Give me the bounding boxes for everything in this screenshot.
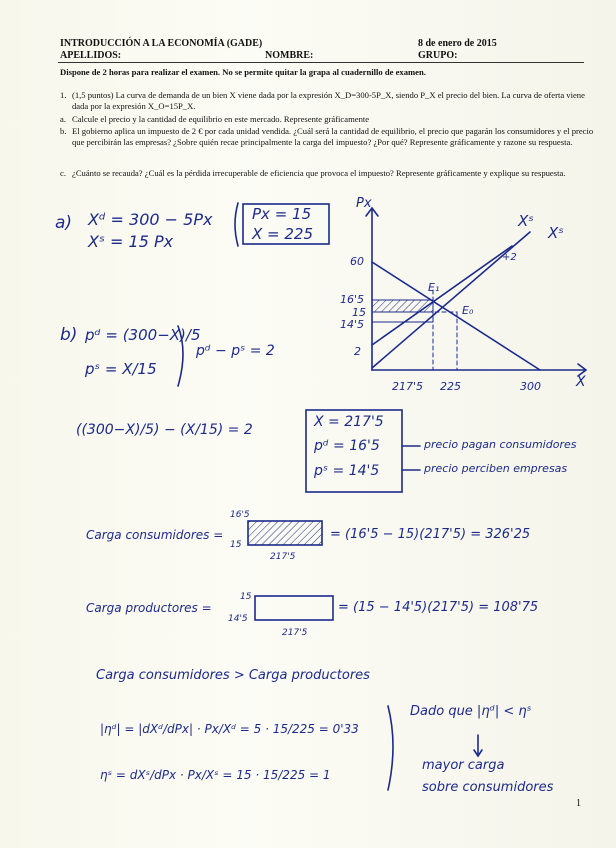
- answer-b-consumer-price: pᵈ = 16'5: [314, 438, 380, 454]
- surname-label: APELLIDOS:: [60, 50, 122, 61]
- graph-y-tick-14-5: 14'5: [340, 318, 365, 331]
- answer-b-supply-price: pˢ = X/15: [85, 360, 157, 378]
- burden-producers-top: 15: [240, 592, 252, 602]
- graph-x-tick-217-5: 217'5: [392, 380, 424, 393]
- burden-comparison: Carga consumidores > Carga productores: [96, 668, 370, 683]
- question-item-a: a. Calcule el precio y la cantidad de equilibrio en este mercado. Represente gráficamente: [60, 114, 370, 124]
- answer-a-label: a): [55, 213, 73, 233]
- question-item-c: c. ¿Cuánto se recauda? ¿Cuál es la pérdida irrecuperable de eficiencia que provoca el impuesto? Represente gráficamente y explique su respuesta.: [60, 168, 566, 178]
- graph-x-tick-225: 225: [440, 380, 461, 393]
- exam-date: 8 de enero de 2015: [418, 38, 497, 49]
- burden-producers-calc: = (15 − 14'5)(217'5) = 108'75: [338, 600, 539, 615]
- answer-a-price: Px = 15: [252, 205, 312, 223]
- elasticity-conclusion-2: mayor carga: [422, 758, 505, 773]
- elasticity-demand: |ηᵈ| = |dXᵈ/dPx| · Px/Xᵈ = 5 · 15/225 = 0'33: [100, 722, 359, 736]
- graph-y-tick-2: 2: [354, 345, 361, 358]
- graph-point-e0: E₀: [462, 304, 474, 317]
- elasticity-conclusion-1: Dado que |ηᵈ| < ηˢ: [410, 704, 532, 719]
- graph-y-tick-60: 60: [350, 255, 364, 268]
- elasticity-supply: ηˢ = dXˢ/dPx · Px/Xˢ = 15 · 15/225 = 1: [100, 768, 331, 782]
- answer-a-demand: Xᵈ = 300 − 5Px: [88, 210, 213, 229]
- graph-point-e1: E₁: [428, 281, 440, 294]
- answer-b-note-consumers: precio pagan consumidores: [424, 438, 577, 451]
- graph-supply-label-2: Xˢ: [548, 224, 564, 242]
- graph-y-axis-label: Px: [356, 196, 372, 211]
- graph-tax-label: +2: [502, 252, 517, 263]
- question-item-b: b. El gobierno aplica un impuesto de 2 € por cada unidad vendida. ¿Cuál será la cantidad de equilibrio, el precio que pagarán los consumidores y el precio que percibirán las empresas? ¿Sobre quién recae principalmente la carga del impuesto? ¿Por qué? Represente gráficamente y razone su respuesta.: [60, 126, 594, 147]
- burden-consumers-label: Carga consumidores =: [86, 528, 224, 542]
- burden-producers-label: Carga productores =: [86, 601, 212, 615]
- answer-b-system: ((300−X)/5) − (X/15) = 2: [76, 422, 253, 438]
- answer-b-note-firms: precio perciben empresas: [424, 462, 568, 475]
- graph-supply-label-1: Xˢ: [518, 212, 534, 230]
- burden-consumers-bottom: 15: [230, 540, 242, 550]
- instructions: Dispone de 2 horas para realizar el examen. No se permite quitar la grapa al cuadernillo de examen.: [60, 67, 426, 77]
- answer-b-demand-price: pᵈ = (300−X)/5: [85, 326, 201, 344]
- answer-b-producer-price: pˢ = 14'5: [314, 463, 380, 479]
- answer-a-supply: Xˢ = 15 Px: [88, 232, 174, 251]
- graph-y-tick-16-5: 16'5: [340, 293, 365, 306]
- burden-consumers-top: 16'5: [230, 510, 250, 520]
- question-intro: 1. (1,5 puntos) La curva de demanda de un bien X viene dada por la expresión X_D=300-5P_X, siendo P_X el precio del bien. La curva de oferta viene dada por la expresión X_O=15P_X.: [60, 90, 585, 111]
- burden-producers-width: 217'5: [282, 628, 308, 638]
- graph-y-tick-15: 15: [352, 306, 366, 319]
- answer-b-quantity: X = 217'5: [314, 414, 384, 430]
- burden-producers-bottom: 14'5: [228, 614, 248, 624]
- answer-b-label: b): [60, 325, 78, 345]
- answer-b-wedge: pᵈ − pˢ = 2: [196, 343, 275, 359]
- elasticity-conclusion-3: sobre consumidores: [422, 780, 554, 795]
- burden-consumers-width: 217'5: [270, 552, 296, 562]
- graph-x-tick-300: 300: [520, 380, 541, 393]
- page-number: 1: [576, 798, 581, 809]
- name-label: NOMBRE:: [265, 50, 314, 61]
- burden-consumers-calc: = (16'5 − 15)(217'5) = 326'25: [330, 527, 531, 542]
- group-label: GRUPO:: [418, 50, 458, 61]
- course-title: INTRODUCCIÓN A LA ECONOMÍA (GADE): [60, 38, 263, 49]
- answer-a-qty: X = 225: [252, 225, 314, 243]
- graph-x-axis-label: X: [576, 374, 586, 390]
